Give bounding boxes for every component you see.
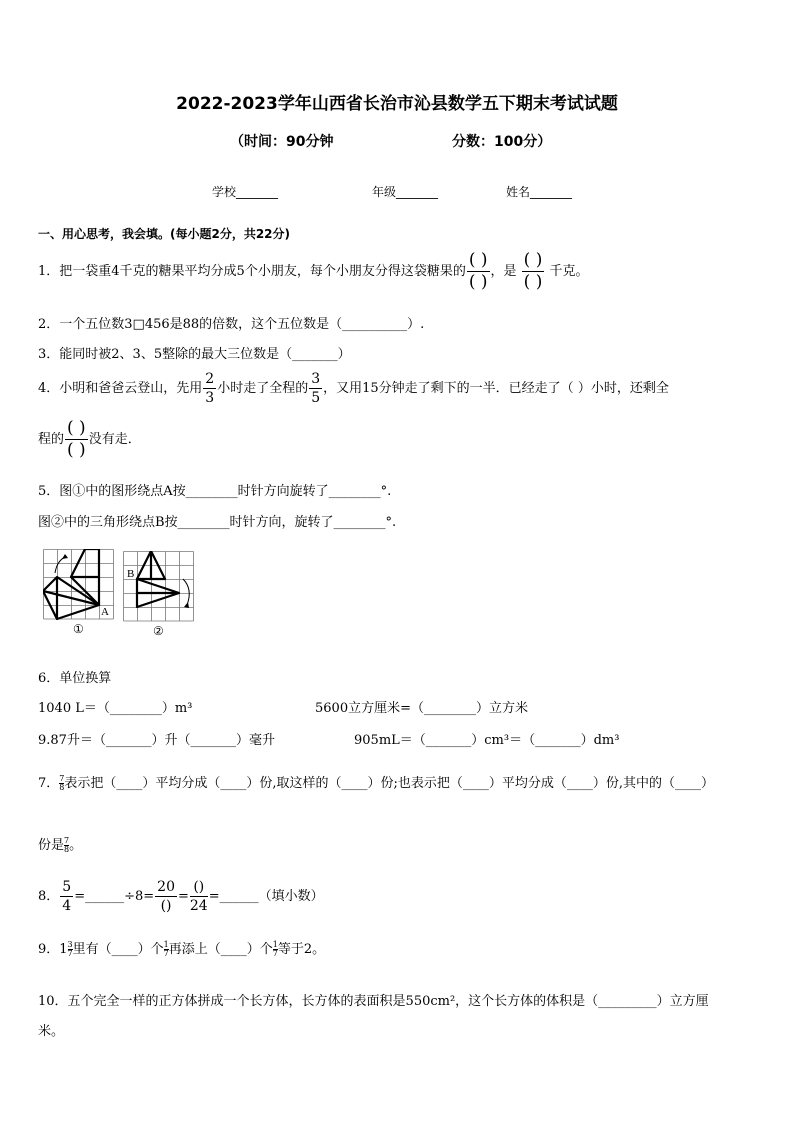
question-3: 3．能同时被2、3、5整除的最大三位数是（_______） [38,347,351,362]
grade-field: 年级_______ [372,185,439,199]
figure-2-caption: ② [153,624,164,638]
question-2: 2．一个五位数3□456是88的倍数，这个五位数是（__________）. [38,317,425,332]
question-10-line2: 米。 [38,1024,65,1039]
question-7-line2: 份是 $\frac{7}{8}$ 。 [38,836,83,854]
page-title: 2022-2023学年山西省长治市沁县数学五下期末考试试题 [176,94,618,114]
question-5-line2: 图②中的三角形绕点B按________时针方向，旋转了________°. [38,515,397,530]
fraction-3-5: $\frac{3}{5}$ [311,371,321,406]
fraction-1-7: $\frac{1}{7}$ [163,940,169,958]
fraction-blank-24: $\frac{()}{24}$ [189,879,208,914]
fraction-7-8: $\frac{7}{8}$ [59,774,65,792]
school-field: 学校_______ [212,185,279,199]
blank-fraction: $\frac{( )}{( )}$ [468,250,488,292]
fraction-1-7: $\frac{1}{7}$ [272,940,278,958]
blank-fraction: $\frac{( )}{( )}$ [67,418,86,460]
unit-conversion-4: 905mL＝（_______）cm³＝（_______）dm³ [354,733,620,748]
exam-time: （时间：90分钟 [230,134,334,150]
figure-1-caption: ① [73,622,84,636]
question-9: 9．1 $\frac{3}{7}$ 里有（____）个 $\frac{1}{7}$ 再添上（____）个 $\frac{1}{7}$ 等于2。 [38,940,326,958]
fraction-7-8: $\frac{7}{8}$ [64,836,70,854]
question-5-line1: 5．图①中的图形绕点A按________时针方向旋转了________°. [38,484,392,499]
fraction-20-blank: $\frac{20}{()}$ [157,879,175,914]
fraction-2-3: $\frac{2}{3}$ [205,371,215,406]
fraction-5-4: $\frac{5}{4}$ [62,879,72,914]
point-b-label: B [127,568,135,580]
question-7-line1: 7． $\frac{7}{8}$ 表示把（____）平均分成（____）份,取这样的（____）份;也表示把（____）平均分成（____）份,其中的（____） [38,774,715,792]
rotation-figure-2 [123,551,197,623]
fraction-3-7: $\frac{3}{7}$ [67,940,73,958]
unit-conversion-2: 5600立方厘米=（________）立方米 [315,701,528,716]
question-1: 1．把一袋重4千克的糖果平均分成5个小朋友，每个小朋友分得这袋糖果的 $\frac{( )}{( )}$ ，是 $\frac{( )}{( )}$ 千克。 [38,250,589,292]
question-10-line1: 10．五个完全一样的正方体拼成一个长方体，长方体的表面积是550cm²，这个长方体的体积是（_________）立方厘 [38,994,709,1009]
blank-fraction: $\frac{( )}{( )}$ [523,250,543,292]
question-8: 8． $\frac{5}{4}$ =______÷8= $\frac{20}{()}$ = $\frac{()}{24}$ =______（填小数） [38,879,324,914]
question-4-line2: 程的 $\frac{( )}{( )}$ 没有走． [38,418,141,460]
exam-score: 分数：100分） [452,134,552,150]
name-field: 姓名_______ [506,185,573,199]
question-4-line1: 4．小明和爸爸云登山，先用 $\frac{2}{3}$ 小时走了全程的 $\frac{3}{5}$ ，又用15分钟走了剩下的一半．已经走了（ ）小时，还剩全 [38,371,669,406]
question-6-heading: 6．单位换算 [38,671,112,686]
rotation-figure-1 [43,549,117,621]
section-heading: 一、用心思考，我会填。(每小题2分，共22分) [38,227,291,241]
point-a-label: A [101,606,109,618]
unit-conversion-3: 9.87升＝（_______）升（_______）毫升 [38,733,275,748]
unit-conversion-1: 1040 L＝（________）m³ [38,701,193,716]
